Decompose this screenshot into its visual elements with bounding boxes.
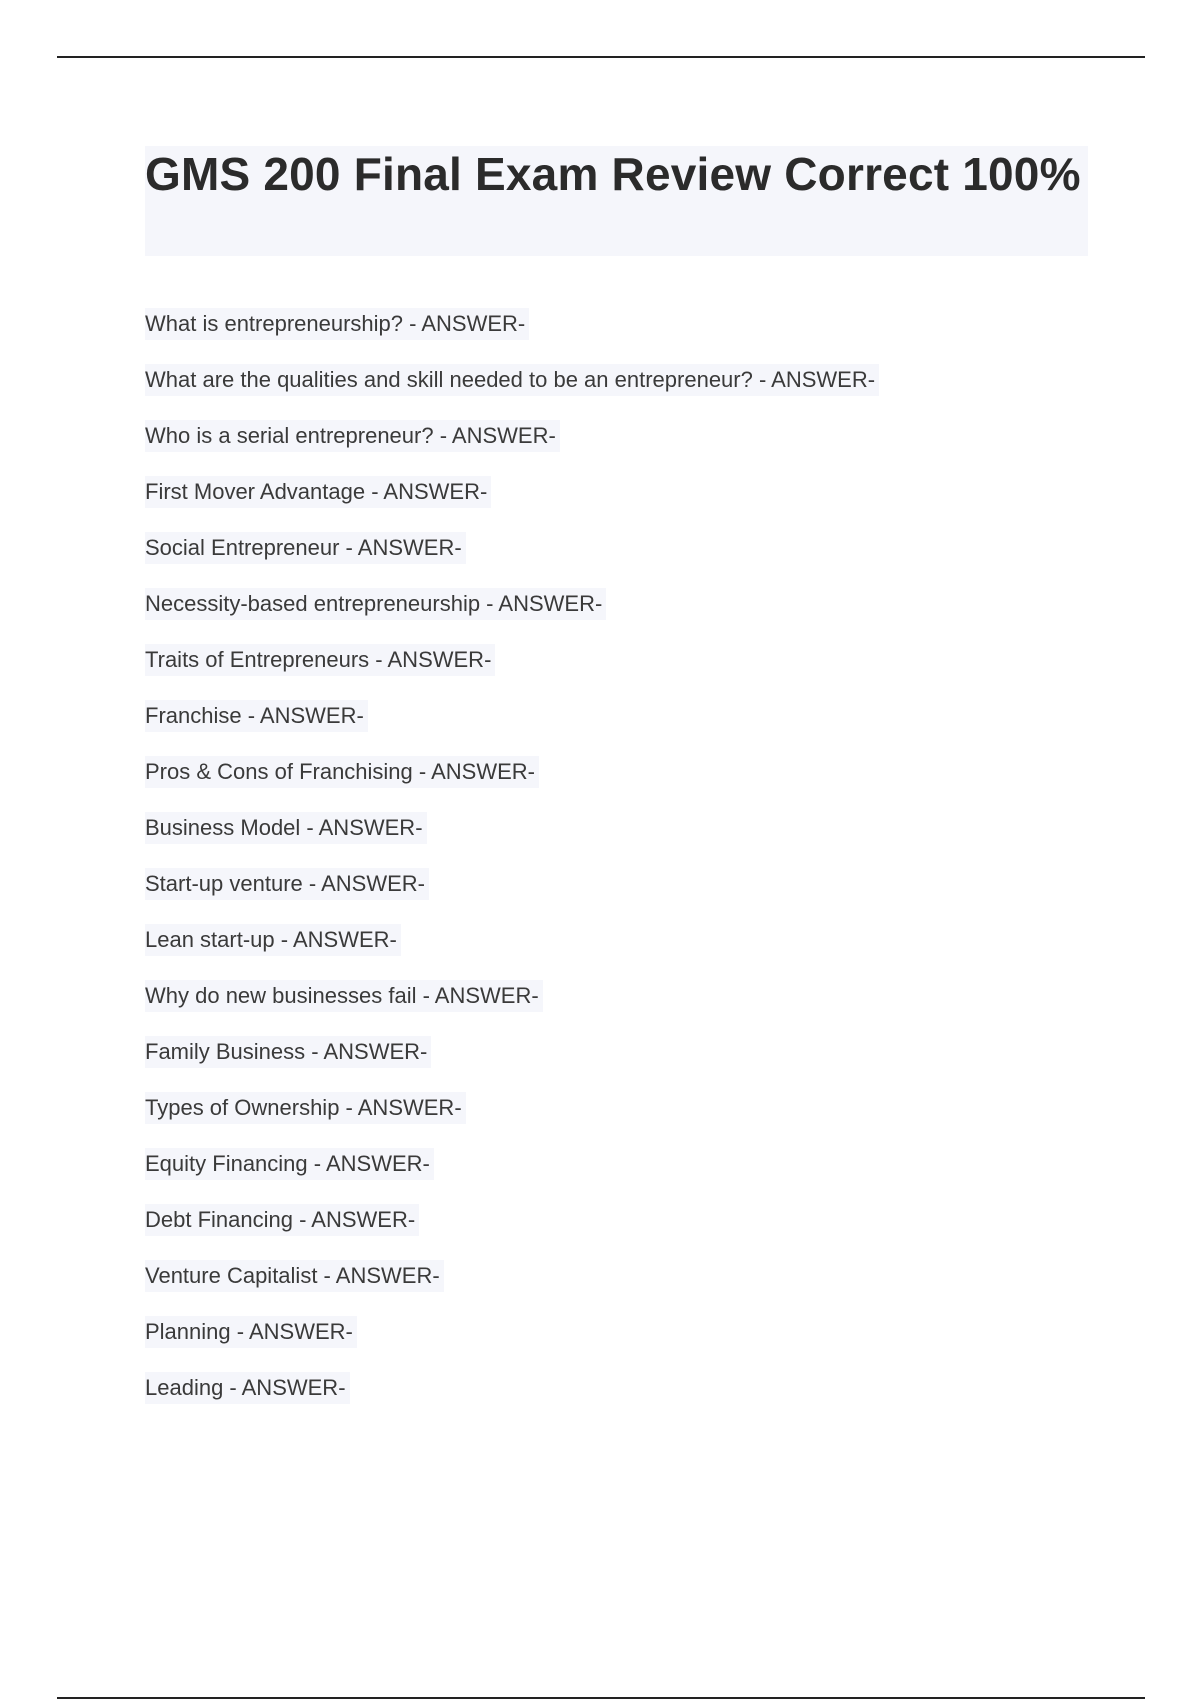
list-item xyxy=(145,308,879,364)
list-item xyxy=(145,1148,879,1204)
list-item xyxy=(145,1260,879,1316)
question-text: Pros & Cons of Franchising - ANSWER- xyxy=(145,756,539,788)
page-bottom-rule xyxy=(57,1697,1145,1699)
question-text: Why do new businesses fail - ANSWER- xyxy=(145,980,543,1012)
question-text: What is entrepreneurship? - ANSWER- xyxy=(145,308,529,340)
list-item xyxy=(145,812,879,868)
question-text: Types of Ownership - ANSWER- xyxy=(145,1092,466,1124)
question-text: Planning - ANSWER- xyxy=(145,1316,357,1348)
question-list xyxy=(145,308,879,1428)
question-text: Necessity-based entrepreneurship - ANSWER- xyxy=(145,588,606,620)
list-item xyxy=(145,868,879,924)
question-text: Business Model - ANSWER- xyxy=(145,812,427,844)
list-item xyxy=(145,924,879,980)
question-text: Family Business - ANSWER- xyxy=(145,1036,431,1068)
question-text: Venture Capitalist - ANSWER- xyxy=(145,1260,444,1292)
list-item xyxy=(145,700,879,756)
question-text: Traits of Entrepreneurs - ANSWER- xyxy=(145,644,495,676)
list-item xyxy=(145,420,879,476)
question-text: Start-up venture - ANSWER- xyxy=(145,868,429,900)
list-item xyxy=(145,364,879,420)
list-item xyxy=(145,1204,879,1260)
page-title: GMS 200 Final Exam Review Correct 100% xyxy=(145,148,1081,200)
question-text: Leading - ANSWER- xyxy=(145,1372,350,1404)
list-item xyxy=(145,1036,879,1092)
list-item xyxy=(145,1372,879,1428)
question-text: First Mover Advantage - ANSWER- xyxy=(145,476,491,508)
list-item xyxy=(145,1316,879,1372)
page-top-rule xyxy=(57,56,1145,58)
list-item xyxy=(145,1092,879,1148)
question-text: Franchise - ANSWER- xyxy=(145,700,368,732)
list-item xyxy=(145,644,879,700)
question-text: Equity Financing - ANSWER- xyxy=(145,1148,434,1180)
list-item xyxy=(145,476,879,532)
question-text: What are the qualities and skill needed to be an entrepreneur? - ANSWER- xyxy=(145,364,879,396)
list-item xyxy=(145,980,879,1036)
list-item xyxy=(145,588,879,644)
list-item xyxy=(145,532,879,588)
question-text: Lean start-up - ANSWER- xyxy=(145,924,401,956)
question-text: Debt Financing - ANSWER- xyxy=(145,1204,419,1236)
question-text: Who is a serial entrepreneur? - ANSWER- xyxy=(145,420,560,452)
question-text: Social Entrepreneur - ANSWER- xyxy=(145,532,466,564)
title-block xyxy=(145,146,1088,256)
list-item xyxy=(145,756,879,812)
